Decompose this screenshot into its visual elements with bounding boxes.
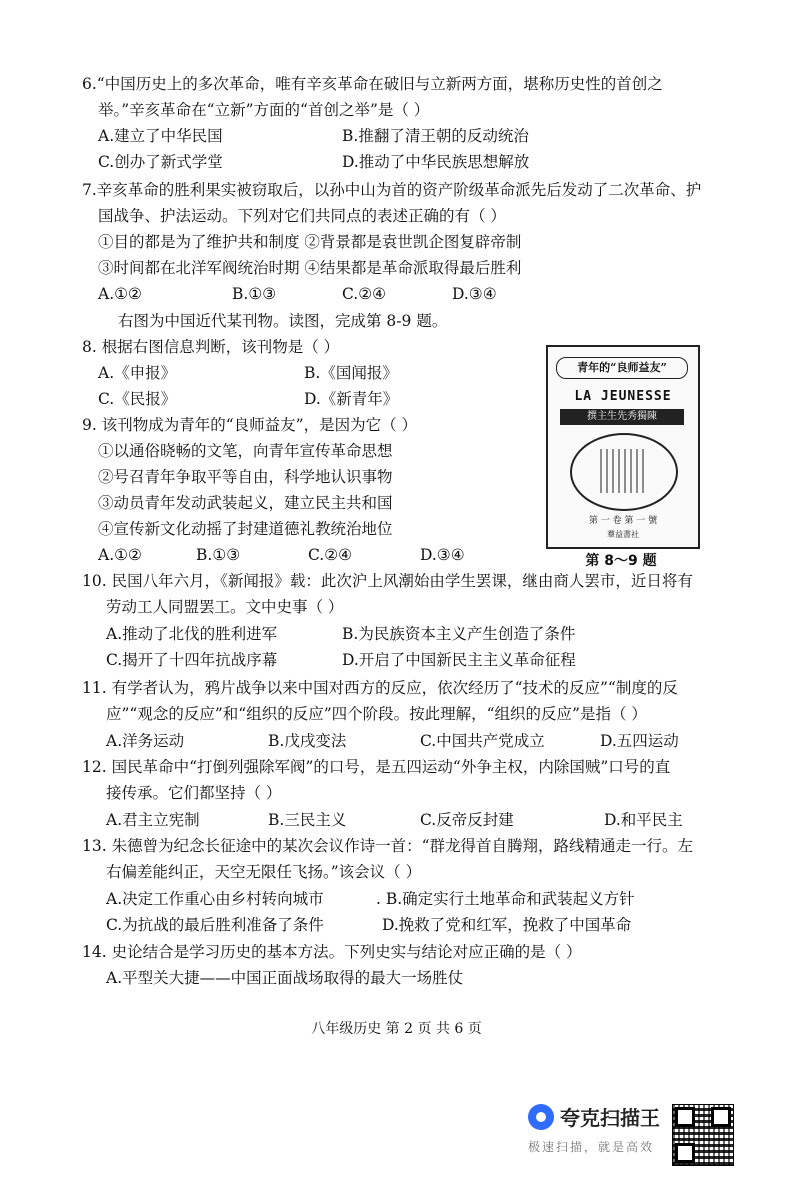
qr-code-icon (672, 1104, 734, 1166)
option-q6-d: D.推动了中华民族思想解放 (342, 153, 530, 171)
cover-banner: 青年的“良师益友” (556, 357, 688, 379)
text-line-q9-s2: ②号召青年争取平等自由，科学地认识事物 (98, 468, 393, 486)
text-line-q9-s3: ③动员青年发动武装起义，建立民主共和国 (98, 494, 393, 512)
text-line-q6-l2: 举。”辛亥革命在“立新”方面的“首创之举”是（ ） (98, 101, 430, 119)
text-line-q10-l1: 10. 民国八年六月，《新闻报》载：此次沪上风潮始由学生罢课，继由商人罢市，近日将有 (82, 572, 693, 590)
option-q9-d: D.③④ (420, 546, 465, 564)
cover-latin-title: LA JEUNESSE (574, 389, 672, 404)
cover-subtitle: 撰主生先秀獨陳 (560, 409, 684, 425)
cover-volume: 第 一 卷 第 一 號 (588, 516, 658, 526)
text-line-q13-l2: 右偏差能纠正，天空无限任飞扬。”该会议（ ） (106, 863, 422, 881)
cover-portrait-icon (600, 449, 646, 493)
option-q6-a: A.建立了中华民国 (98, 127, 223, 145)
option-q13-b: . B.确定实行土地革命和武装起义方针 (376, 890, 635, 908)
option-q9-b: B.①③ (196, 546, 241, 564)
text-line-q8-l1: 8. 根据右图信息判断，该刊物是（ ） (82, 338, 340, 356)
option-q11-c: C.中国共产党成立 (420, 732, 545, 750)
option-q8-a: A.《申报》 (98, 364, 177, 382)
figure-caption: 第 8～9 题 (585, 553, 657, 569)
option-q12-c: C.反帝反封建 (420, 811, 514, 829)
cover-publisher: 羣益書社 (607, 530, 639, 539)
option-q12-a: A.君主立宪制 (106, 811, 200, 829)
option-q9-c: C.②④ (308, 546, 353, 564)
option-q13-a: A.决定工作重心由乡村转向城市 (106, 890, 324, 908)
text-line-q9-l1: 9. 该刊物成为青年的“良师益友”，是因为它（ ） (82, 416, 417, 434)
option-q10-d: D.开启了中国新民主主义革命征程 (342, 651, 576, 669)
text-line-q7-s2: ③时间都在北洋军阀统治时期 ④结果都是革命派取得最后胜利 (98, 259, 522, 277)
option-q7-a: A.①② (98, 285, 142, 303)
scanner-watermark (528, 1100, 678, 1160)
text-line-intro-89: 右图为中国近代某刊物。读图，完成第 8-9 题。 (118, 312, 448, 330)
text-line-q14-a: A.平型关大捷——中国正面战场取得的最大一场胜仗 (106, 969, 464, 987)
option-q10-a: A.推动了北伐的胜利进军 (106, 625, 278, 643)
text-line-q13-l1: 13. 朱德曾为纪念长征途中的某次会议作诗一首：“群龙得首自腾翔，路线精通走一行。左 (82, 837, 694, 855)
watermark-title: 夸克扫描王 (560, 1106, 660, 1130)
option-q11-a: A.洋务运动 (106, 732, 185, 750)
qr-corner (675, 1107, 695, 1127)
option-q7-c: C.②④ (342, 285, 387, 303)
option-q8-d: D.《新青年》 (304, 390, 399, 408)
option-q12-b: B.三民主义 (268, 811, 347, 829)
text-line-q6-l1: 6.“中国历史上的多次革命，唯有辛亥革命在破旧与立新两方面，堪称历史性的首创之 (82, 75, 663, 93)
option-q10-c: C.揭开了十四年抗战序幕 (106, 651, 278, 669)
qr-corner (675, 1143, 695, 1163)
option-q11-b: B.戊戌变法 (268, 732, 347, 750)
text-line-q14-l1: 14. 史论结合是学习历史的基本方法。下列史实与结论对应正确的是（ ） (82, 943, 582, 961)
text-line-q7-l1: 7.辛亥革命的胜利果实被窃取后，以孙中山为首的资产阶级革命派先后发动了二次革命、护 (82, 181, 702, 199)
option-q6-b: B.推翻了清王朝的反动统治 (342, 127, 529, 145)
text-line-q9-s1: ①以通俗晓畅的文笔，向青年宣传革命思想 (98, 442, 393, 460)
option-q13-c: C.为抗战的最后胜利准备了条件 (106, 916, 324, 934)
page-footer: 八年级历史 第 2 页 共 6 页 (311, 1021, 482, 1037)
option-q10-b: B.为民族资本主义产生创造了条件 (342, 625, 576, 643)
option-q7-b: B.①③ (232, 285, 277, 303)
text-line-q9-s4: ④宣传新文化动摇了封建道德礼教统治地位 (98, 520, 393, 538)
text-line-q11-l1: 11. 有学者认为，鸦片战争以来中国对西方的反应，依次经历了“技术的反应”“制度的反 (82, 679, 678, 697)
magazine-cover-figure (546, 345, 700, 549)
option-q12-d: D.和平民主 (604, 811, 683, 829)
scanner-logo-icon (528, 1104, 554, 1130)
text-line-q7-s1: ①目的都是为了维护共和制度 ②背景都是袁世凯企图复辟帝制 (98, 233, 522, 251)
option-q11-d: D.五四运动 (600, 732, 679, 750)
option-q9-a: A.①② (98, 546, 142, 564)
option-q7-d: D.③④ (452, 285, 497, 303)
text-line-q7-l2: 国战争、护法运动。下列对它们共同点的表述正确的有（ ） (98, 207, 506, 225)
option-q13-d: D.挽救了党和红军，挽救了中国革命 (382, 916, 632, 934)
watermark-slogan: 极速扫描，就是高效 (528, 1140, 655, 1154)
option-q8-b: B.《国闻报》 (304, 364, 398, 382)
text-line-q12-l1: 12. 国民革命中“打倒列强除军阀”的口号，是五四运动“外争主权，内除国贼”口号的直 (82, 758, 671, 776)
cover-portrait-oval (570, 433, 678, 511)
option-q8-c: C.《民报》 (98, 390, 177, 408)
text-line-q10-l2: 劳动工人同盟罢工。文中史事（ ） (106, 598, 344, 616)
text-line-q11-l2: 应”“观念的反应”和“组织的反应”四个阶段。按此理解，“组织的反应”是指（ ） (106, 705, 647, 723)
text-line-q12-l2: 接传承。它们都坚持（ ） (106, 784, 282, 802)
qr-corner (711, 1107, 731, 1127)
option-q6-c: C.创办了新式学堂 (98, 153, 223, 171)
